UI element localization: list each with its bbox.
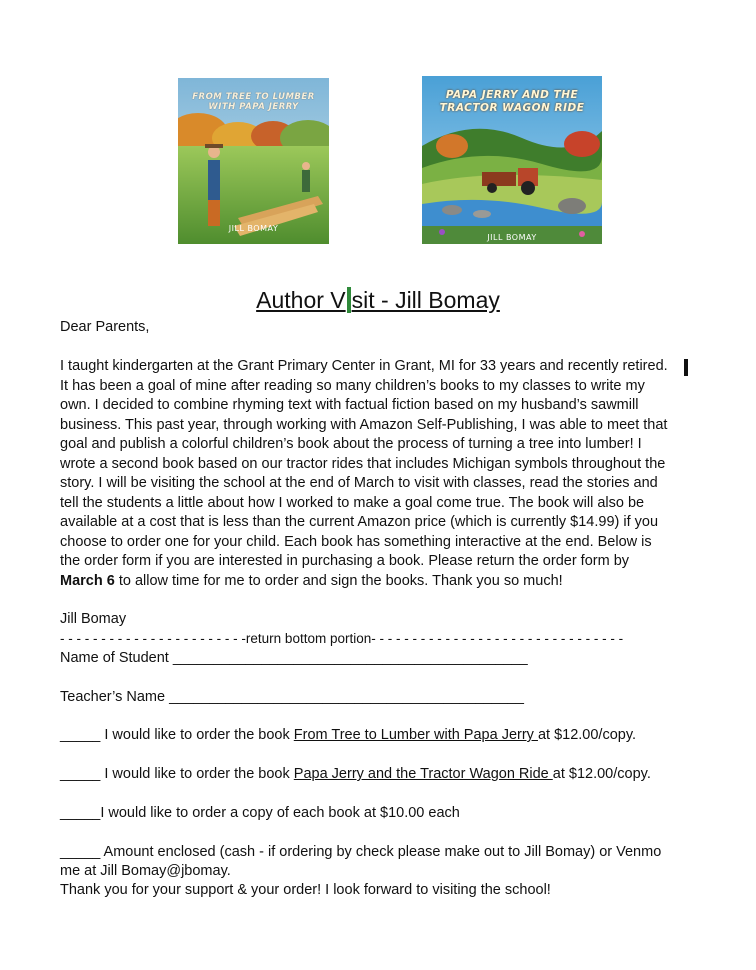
body-line: choose to order one for your child. Each book has something interactive at the end. Below is [60, 533, 652, 550]
text-cursor-bar [684, 359, 688, 376]
page-title-part-1: Author V [256, 287, 346, 313]
closing-thanks: Thank you for your support & your order! I look forward to visiting the school! [60, 882, 551, 898]
amount-enclosed-line-2: me at Jill Bomay@jbomay. [60, 863, 231, 879]
student-name-blank[interactable]: ____________________________________________ [172, 650, 528, 666]
amount-enclosed-line-1 [60, 843, 661, 863]
page-title [0, 286, 756, 314]
book-cover-from-tree-to-lumber [178, 78, 329, 244]
body-line-last-rest: to allow time for me to order and sign the books. Thank you so much! [114, 572, 563, 589]
body-line: business. This past year, through working with Amazon Self-Publishing, I was able to meet that [60, 416, 668, 433]
salutation: Dear Parents, [60, 319, 150, 335]
book-cover-tractor-wagon-ride [422, 76, 602, 244]
book-cover-1-title-line-1: FROM TREE TO LUMBER [192, 92, 315, 102]
body-line: It has been a goal of mine after reading so many children’s books to my classes to write my [60, 377, 645, 394]
order-2-blank[interactable]: _____ [60, 766, 101, 782]
text-cursor-icon [347, 287, 351, 313]
return-divider: - - - - - - - - - - - - - - - - - - - - - - -return bottom portion- - - - - - - - - - - - - - - - - - - - - - - - - - - - - - - [60, 631, 624, 646]
deadline-date: March 6 [60, 572, 115, 589]
book-cover-2-title-line-1: PAPA JERRY AND THE [445, 89, 579, 101]
amount-text: Amount enclosed (cash - if ordering by check please make out to Jill Bomay) or Venmo [100, 844, 662, 860]
book-title-1: From Tree to Lumber with Papa Jerry [293, 727, 538, 743]
order-1-text: I would like to order the book [100, 727, 294, 743]
body-line: tell the students a little about how I worked to make a goal come true. The book will also be [60, 494, 645, 511]
body-line: I taught kindergarten at the Grant Primary Center in Grant, MI for 33 years and recently retired. [60, 358, 668, 374]
order-option-book-2 [60, 765, 651, 785]
order-3-text: I would like to order a copy of each book at $10.00 each [100, 805, 460, 821]
order-1-price: at $12.00/copy. [537, 727, 637, 743]
body-line: available at a cost that is less than the current Amazon price (which is currently $14.99) if you [60, 514, 659, 530]
teacher-name-blank[interactable]: ____________________________________________ [169, 689, 524, 705]
book-title-2: Papa Jerry and the Tractor Wagon Ride [293, 766, 553, 782]
order-2-price: at $12.00/copy. [552, 766, 651, 782]
body-line: goal and publish a colorful children’s book about the process of turning a tree into lumber! I [60, 436, 642, 452]
body-line: wrote a second book based on our tractor rides that includes Michigan symbols throughout the [60, 455, 666, 472]
order-1-blank[interactable]: _____ [60, 727, 101, 743]
teacher-name-label: Teacher’s Name [60, 689, 170, 705]
order-option-both [60, 804, 460, 824]
student-name-label: Name of Student [60, 650, 173, 666]
signature: Jill Bomay [60, 611, 127, 627]
body-line: story. I will be visiting the school at the end of March to visit with classes, read the stories and [60, 475, 658, 491]
order-3-blank[interactable]: _____ [60, 805, 101, 821]
amount-blank[interactable]: _____ [60, 844, 101, 860]
body-line-last [60, 572, 563, 592]
order-option-book-1 [60, 726, 636, 746]
student-name-field[interactable] [60, 649, 528, 669]
page-title-part-2: sit - Jill Bomay [351, 287, 500, 313]
order-2-text: I would like to order the book [100, 766, 294, 782]
body-line: own. I decided to combine rhyming text with factual fiction based on my husband’s sawmill [60, 397, 639, 413]
book-cover-1-author: JILL BOMAY [228, 224, 279, 233]
teacher-name-field[interactable] [60, 688, 524, 708]
book-cover-2-title-line-2: TRACTOR WAGON RIDE [439, 102, 585, 114]
book-cover-2-author: JILL BOMAY [487, 233, 537, 242]
book-cover-1-title-line-2: WITH PAPA JERRY [208, 102, 299, 112]
body-line: the order form if you are interested in purchasing a book. Please return the order form by [60, 553, 630, 569]
